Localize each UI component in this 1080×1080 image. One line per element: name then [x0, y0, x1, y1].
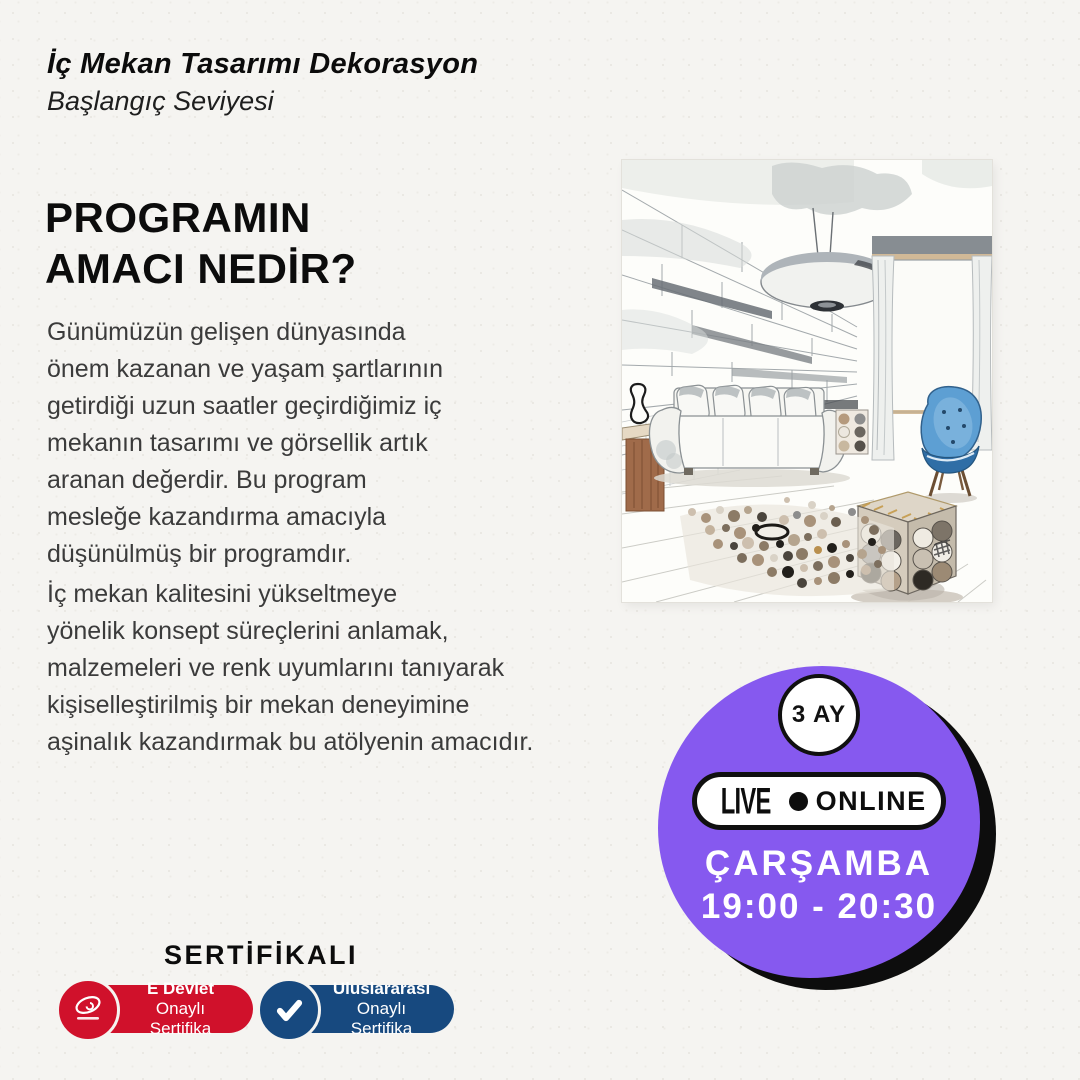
edevlet-badge [68, 978, 253, 1039]
schedule-time: 19:00 - 20:30 [700, 887, 938, 926]
p1-line: önem kazanan ve yaşam şartlarının [47, 355, 444, 383]
international-line1: Uluslararası [332, 978, 431, 998]
p2-line: malzemeleri ve renk uyumlarını tanıyarak [47, 654, 505, 682]
certification-section [68, 940, 454, 1039]
small-cube-ottoman [836, 410, 868, 454]
p2-line: yönelik konsept süreçlerini anlamak, [47, 617, 449, 645]
page-title [45, 192, 357, 294]
live-dot-icon [789, 792, 808, 811]
online-label: ONLINE [815, 785, 927, 816]
p1-line: aranan değerdir. Bu program [47, 466, 367, 494]
p1-line: getirdiği uzun saatler geçirdiğimiz iç [47, 392, 442, 420]
blue-armchair [921, 387, 981, 503]
international-line2: Onaylı Sertifika [350, 998, 413, 1039]
edevlet-logo-icon [68, 990, 108, 1030]
p2-line: İç mekan kalitesini yükseltmeye [47, 580, 398, 608]
description-paragraph-2 [47, 576, 533, 761]
schedule-day: ÇARŞAMBA [704, 844, 934, 883]
international-circle [257, 978, 321, 1042]
international-badge [269, 978, 454, 1039]
schedule-bubble [658, 666, 980, 978]
p1-line: mekanın tasarımı ve görsellik artık [47, 429, 428, 457]
p1-line: düşünülmüş bir programdır. [47, 540, 352, 568]
international-badge-text [325, 979, 438, 1039]
vase-icon [631, 384, 648, 423]
live-online-pill [692, 772, 945, 830]
edevlet-line1: E Devlet [146, 978, 215, 998]
ceiling-wash [622, 160, 992, 215]
duration-badge [778, 674, 860, 756]
sofa [649, 384, 850, 487]
p1-line: Günümüzün gelişen dünyasında [47, 318, 406, 346]
page-title-line1: PROGRAMIN [45, 194, 311, 241]
description-paragraph-1 [47, 314, 443, 573]
certification-badges [68, 978, 454, 1039]
edevlet-line2: Onaylı Sertifika [149, 998, 212, 1039]
header [47, 48, 478, 117]
live-label: LIVE [721, 779, 771, 822]
course-title: İç Mekan Tasarımı Dekorasyon [47, 48, 479, 80]
duration-label: 3 AY [791, 701, 847, 728]
check-icon [272, 993, 306, 1027]
course-level: Başlangıç Seviyesi [47, 86, 274, 116]
p2-line: kişiselleştirilmiş bir mekan deneyimine [47, 691, 470, 719]
interior-illustration [622, 160, 992, 602]
certification-title: SERTİFİKALI [164, 940, 358, 970]
edevlet-circle [56, 978, 120, 1042]
edevlet-badge-text [124, 979, 237, 1039]
p2-line: aşinalık kazandırmak bu atölyenin amacıdır. [47, 728, 534, 756]
p1-line: mesleğe kazandırma amacıyla [47, 503, 387, 531]
page-title-line2: AMACI NEDİR? [45, 245, 357, 292]
